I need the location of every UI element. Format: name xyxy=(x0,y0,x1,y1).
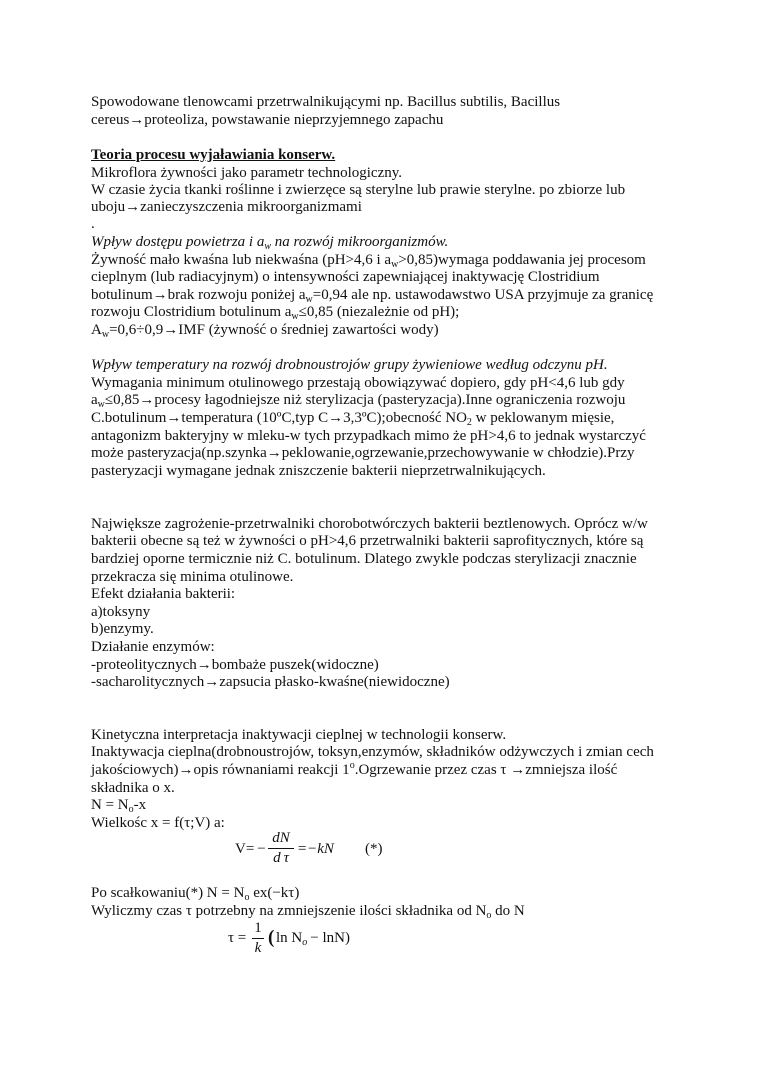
equation-numerator: 1 xyxy=(254,920,262,936)
paragraph-line: Spowodowane tlenowcami przetrwalnikującymi np. Bacillus subtilis, Bacillus xyxy=(91,94,561,110)
paragraph-line: bardziej oporne termicznie niż C. botulinum. Dlatego zwykle podczas sterylizacji znacznie xyxy=(91,551,637,567)
paragraph-line: C.botulinum→temperatura (10ºC,typ C→3,3ºC);obecność $NO_2$ w peklowanym mięsie, xyxy=(91,410,615,428)
paragraph-line: Wyliczmy czas τ potrzebny na zmniejszenie ilości składnika od $N_o$ do N xyxy=(91,903,525,921)
paragraph-line: jakościowych)→opis równaniami reakcji 1$^o$.Ogrzewanie przez czas τ →zmniejsza ilość xyxy=(91,760,618,778)
equation-denominator: d τ xyxy=(273,850,289,866)
paragraph-line: W czasie życia tkanki roślinne i zwierzęce są sterylne lub prawie sterylne. po zbiorze lub xyxy=(91,182,626,198)
list-item: -sacharolitycznych→zapsucia płasko-kwaśne(niewidoczne) xyxy=(91,674,450,690)
paragraph-line: cieplnym (lub radiacyjnym) o intensywności zapewniającej inaktywację Clostridium xyxy=(91,269,600,285)
subsection-title: Wpływ temperatury na rozwój drobnoustrojów grupy żywieniowe według odczynu pH. xyxy=(91,357,608,373)
equation-tag: (*) xyxy=(365,841,383,857)
paragraph-line: Efekt działania bakterii: xyxy=(91,586,236,602)
section-heading: Teoria procesu wyjaławiania konserw. xyxy=(91,147,336,163)
paragraph-line: Największe zagrożenie-przetrwalniki chorobotwórczych bakterii beztlenowych. Oprócz w/w xyxy=(91,516,648,532)
paragraph-line: botulinum→brak rozwoju poniżej $a_w=0,94$ ale np. ustawodawstwo USA przyjmuje za granicę xyxy=(91,287,654,305)
paragraph-line: $N = N_o-x$ xyxy=(91,797,147,815)
paragraph-line: składnika o x. xyxy=(91,780,175,796)
paragraph-line: Wielkośc x = f(τ;V) a: xyxy=(91,815,225,831)
paragraph-line: uboju→zanieczyszczenia mikroorganizmami xyxy=(91,199,362,215)
equation-lhs: V= − xyxy=(235,841,266,857)
paragraph-line: antagonizm bakteryjny w mleku-w tych przypadkach mimo że pH>4,6 to jednak wystarczyć xyxy=(91,428,646,444)
equation-body: $\ln N_o - \ln N$) xyxy=(276,930,350,948)
equation-denominator: k xyxy=(254,940,262,956)
paragraph-line: Żywność mało kwaśna lub niekwaśna (pH>4,6 i $a_w>0,85)wymaga$ poddawania jej procesom xyxy=(91,252,646,270)
paragraph-line: Kinetyczna interpretacja inaktywacji cieplnej w technologii konserw. xyxy=(91,727,507,743)
paragraph-line: rozwoju Clostridium botulinum $a_w\le 0,85$ (niezależnie od pH); xyxy=(91,304,460,322)
paragraph-line: . xyxy=(91,216,95,232)
paragraph-line: cereus→proteoliza, powstawanie nieprzyjemnego zapachu xyxy=(91,112,444,128)
list-item: b)enzymy. xyxy=(91,621,154,637)
paragraph-line: $a_w\le 0,85\to procesy$ łagodniejsze niż sterylizacja (pasteryzacja).Inne ograniczenia rozwoju xyxy=(91,392,626,410)
list-item: a)toksyny xyxy=(91,604,151,620)
paragraph-line: Wymagania minimum otulinowego przestają obowiązywać dopiero, gdy pH<4,6 lub gdy xyxy=(91,375,625,391)
fraction-bar xyxy=(252,938,264,939)
fraction-bar xyxy=(268,848,294,849)
equation-lhs: τ = xyxy=(228,930,247,946)
equation-rhs: =−kN xyxy=(297,841,334,857)
paragraph-line: przekracza się minima otulinowe. xyxy=(91,569,294,585)
paragraph-line: Po scałkowaniu(*) $N = N_o$ ex(−kτ) xyxy=(91,885,300,903)
paragraph-line: Mikroflora żywności jako parametr technologiczny. xyxy=(91,165,403,181)
paragraph-line: bakterii obecne są też w żywności o pH>4,6 przetrwalniki bakterii saprofitycznych, które są xyxy=(91,533,644,549)
paragraph-line: może pasteryzacja(np.szynka→peklowanie,ogrzewanie,przechowywanie w chłodzie).Przy xyxy=(91,445,635,461)
paragraph-line: Działanie enzymów: xyxy=(91,639,215,655)
equation-paren: ( xyxy=(268,927,275,948)
subsection-title: Wpływ dostępu powietrza i $a_w$ na rozwój mikroorganizmów. xyxy=(91,234,449,252)
list-item: -proteolitycznych→bombaże puszek(widoczne) xyxy=(91,657,379,673)
paragraph-line: $A_w=0,6\div 0,9\to IMF$ (żywność o średniej zawartości wody) xyxy=(91,322,439,340)
paragraph-line: pasteryzacji wymagane jednak zniszczenie bakterii nieprzetrwalnikujących. xyxy=(91,463,546,479)
equation-numerator: dN xyxy=(272,830,290,846)
paragraph-line: Inaktywacja cieplna(drobnoustrojów, toksyn,enzymów, składników odżywczych i zmian cech xyxy=(91,744,654,760)
